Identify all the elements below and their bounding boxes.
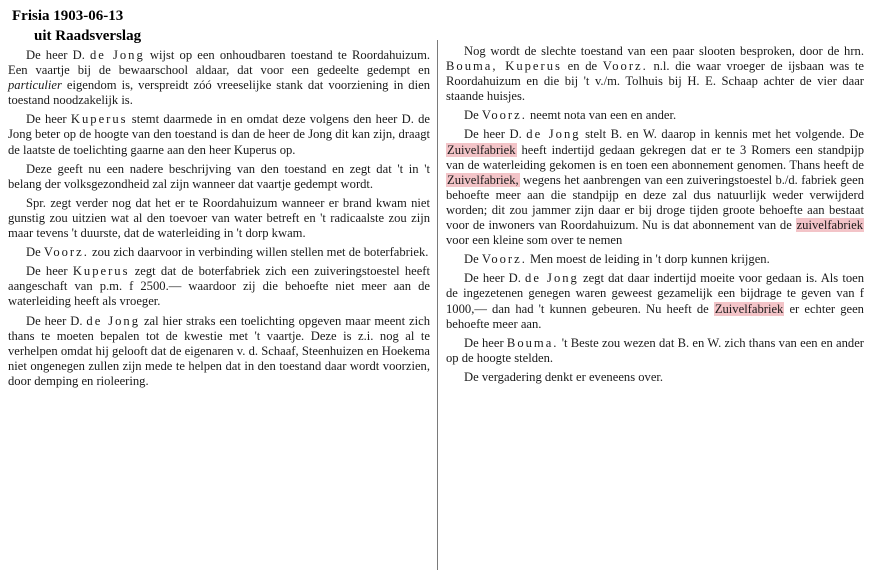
- article-paragraph: [0, 196, 430, 241]
- article-paragraph: [442, 127, 864, 248]
- paragraph-text: De heer: [26, 112, 71, 127]
- paragraph-text: en de: [561, 59, 603, 74]
- emphasis-text: particulier: [8, 78, 62, 93]
- paragraph-text: eigendom is, verspreidt zóó vreeselijke stank dat voorziening in dien toestand noodzakelijk is.: [8, 78, 430, 108]
- article-paragraph: [0, 245, 430, 260]
- article-paragraph: [0, 48, 430, 108]
- paragraph-text: stelt B. en W. daarop in kennis met het volgende. De: [580, 127, 865, 142]
- speaker-name: de Jong: [86, 313, 141, 328]
- paragraph-text: 't Beste zou wezen dat B. en W. zich thans van een en ander op de hoogte stelden.: [446, 335, 864, 365]
- article-paragraph: [0, 112, 430, 157]
- paragraph-text: zal hier straks een toelichting opgeven maar meent zich thans te moeten bepalen tot de kwestie met 't vaartje. Deze is z.i. nog al te verhelpen omdat hij gelooft dat de eigenaren v. d. Schaaf, Steenhuizen en Hoekema niet ongenegen zullen zijn mede te helpen dat in den toestand daar wordt voorzien, door demping en rioleering.: [8, 313, 430, 388]
- article-paragraph: [442, 370, 864, 385]
- paragraph-text: De heer D.: [464, 271, 526, 286]
- paragraph-text: Men moest de leiding in 't dorp kunnen krijgen.: [526, 252, 770, 267]
- clipping-header: [12, 6, 141, 46]
- paragraph-text: stemt daarmede in en omdat deze volgens den heer D. de Jong beter op de hoogte van den toestand is dan de heer de Jong dit kan zijn, draagt de laatste de toelichting gaarne aan den heer Kuperus op.: [8, 112, 430, 157]
- paragraph-text: De heer D.: [26, 313, 87, 328]
- column-divider: [437, 40, 438, 570]
- highlighted-term: Zuivelfabriek: [714, 301, 784, 316]
- article-paragraph: [442, 108, 864, 123]
- speaker-name: Bouma.: [506, 335, 559, 350]
- highlighted-term: Zuivelfabriek: [447, 142, 516, 157]
- left-column: [0, 48, 430, 393]
- paragraph-text: De: [464, 252, 482, 267]
- speaker-name: Bouma, Kuperus: [446, 59, 562, 74]
- highlighted-term: Zuivelfabriek,: [447, 172, 519, 187]
- paragraph-text: De heer: [26, 264, 73, 279]
- paragraph-text: Deze geeft nu een nadere beschrijving van den toestand en zegt dat 't in 't belang der volksgezondheid zal zijn wanneer dat vaartje gedempt wordt.: [8, 161, 430, 191]
- speaker-name: de Jong: [89, 48, 145, 62]
- paragraph-text: er echter geen behoefte meer aan.: [446, 301, 864, 331]
- speaker-name: Voorz.: [602, 59, 648, 74]
- paragraph-text: zou zich daarvoor in verbinding willen stellen met de boterfabriek.: [88, 245, 429, 260]
- paragraph-text: voor een kleine som over te nemen: [446, 233, 623, 248]
- article-paragraph: [442, 252, 864, 267]
- highlighted-term: zuivelfabriek: [796, 218, 863, 233]
- article-paragraph: [0, 264, 430, 309]
- speaker-name: de Jong: [526, 127, 581, 142]
- paragraph-text: Nog wordt de slechte toestand van een paar slooten besproken, door de hrn.: [464, 44, 864, 58]
- paragraph-text: neemt nota van een en ander.: [526, 108, 677, 123]
- paragraph-text: wijst op een onhoudbaren toestand te Roordahuizum. Een vaartje bij de bewaarschool aldaar, dat voor een gedeelte gedempt en: [8, 48, 431, 78]
- paragraph-text: De: [464, 108, 482, 123]
- paragraph-text: De vergadering denkt er eveneens over.: [464, 369, 664, 384]
- paragraph-text: heeft indertijd gedaan gekregen dat er te 3 Romers een standpijp van de waterleiding gekomen is en toen een abonnement genomen. Thans heeft de: [446, 142, 864, 172]
- speaker-name: Kuperus: [70, 112, 128, 127]
- section-label: uit Raadsverslag: [34, 28, 142, 44]
- speaker-name: Voorz.: [481, 252, 527, 267]
- article-paragraph: [442, 44, 864, 104]
- source-date-label: Frisia 1903-06-13: [12, 8, 124, 24]
- paragraph-text: De: [26, 245, 44, 260]
- paragraph-text: De heer D.: [464, 127, 527, 142]
- article-paragraph: [0, 162, 430, 192]
- article-paragraph: [442, 336, 864, 366]
- speaker-name: Voorz.: [43, 245, 89, 260]
- paragraph-text: De heer D.: [26, 48, 90, 62]
- paragraph-text: De heer: [464, 335, 507, 350]
- article-paragraph: [0, 314, 430, 389]
- paragraph-text: n.l. die waar vroeger de ijsbaan was te Roordahuizum en die bij 't v./m. Tolhuis bij H. E. Schaap achter de vier daar staande huisjes.: [446, 59, 865, 104]
- paragraph-text: zegt dat de boterfabriek zich een zuiveringstoestel heeft aangeschaft van p.m. f 2500.— waardoor zij die behoefte niet meer aan de waterleiding heeft als vroeger.: [8, 264, 430, 309]
- right-column: [442, 44, 864, 389]
- speaker-name: Kuperus: [72, 264, 130, 279]
- article-paragraph: [442, 271, 864, 331]
- speaker-name: de Jong: [525, 271, 579, 286]
- paragraph-text: zegt dat daar indertijd moeite voor gedaan is. Als toen de ingezetenen genegen waren geweest gezamelijk een bijdrage te geven van f 1000,— dan had 't kunnen gebeuren. Nu heeft de: [446, 271, 865, 316]
- paragraph-text: wegens het aanbrengen van een zuiveringstoestel b./d. fabriek geen behoefte meer aan die standpijp en deze zal dus natuurlijk weder verwijderd worden; dit zou jammer zijn daar er bij droge tijden groote behoefte aan bestaat voor de inwoners van Roordahuizum. Nu is dat abonnement van de: [446, 172, 864, 233]
- speaker-name: Voorz.: [481, 108, 527, 123]
- paragraph-text: Spr. zegt verder nog dat het er te Roordahuizum wanneer er brand kwam niet gunstig zou uitzien wat al den toevoer van water betreft en 't radicaalste zou zijn maar tevens 't duurste, dat de waterleiding in 't dorp kwam.: [8, 195, 430, 241]
